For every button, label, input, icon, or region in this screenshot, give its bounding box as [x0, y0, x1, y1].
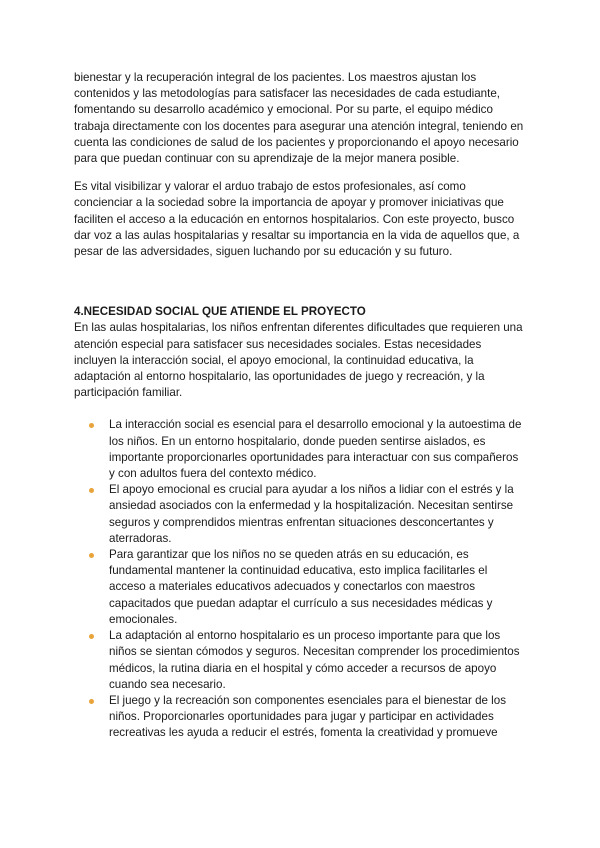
list-item-text: Para garantizar que los niños no se queden atrás en su educación, es fundamental mantener la continuidad educativa, esto implica facilitarles el acceso a materiales educativos adecuados y conectarlos con maestros capacitados que puedan adaptar el currículo a sus necesidades médicas y emocionales. [109, 548, 493, 626]
list-item-text: El apoyo emocional es crucial para ayudar a los niños a lidiar con el estrés y la ansiedad asociados con la enfermedad y la hospitalización. Necesitan sentirse seguros y comprendidos mientras enfrentan situaciones desconcertantes y aterradoras. [109, 483, 514, 545]
document-page [74, 70, 526, 742]
section-heading: 4.NECESIDAD SOCIAL QUE ATIENDE EL PROYECTO [74, 305, 366, 319]
bullet-icon [89, 634, 94, 639]
list-item [74, 547, 526, 628]
list-item-text: El juego y la recreación son componentes esenciales para el bienestar de los niños. Proporcionarles oportunidades para jugar y participar en actividades recreativas les ayuda a reducir el estrés, fomenta la creatividad y promueve [109, 693, 507, 740]
bullet-icon [89, 488, 94, 493]
bullet-list [74, 417, 526, 741]
paragraph: bienestar y la recuperación integral de los pacientes. Los maestros ajustan los contenidos y las metodologías para satisfacer las necesidades de cada estudiante, fomentando su desarrollo académico y emocional. Por su parte, el equipo médico trabaja directamente con los docentes para asegurar una atención integral, teniendo en cuenta las condiciones de salud de los pacientes y proporcionando el apoyo necesario para que puedan continuar con su aprendizaje de la mejor manera posible. [74, 71, 524, 166]
list-item-text: La interacción social es esencial para el desarrollo emocional y la autoestima de los niños. En un entorno hospitalario, donde pueden sentirse aislados, es importante proporcionarles oportunidades para interactuar con sus compañeros y con adultos fuera del contexto médico. [109, 418, 522, 481]
list-item [74, 628, 526, 693]
list-item-text: La adaptación al entorno hospitalario es un proceso importante para que los niños se sientan cómodos y seguros. Necesitan comprender los procedimientos médicos, la rutina diaria en el hospital y cómo acceder a recursos de apoyo cuando sea necesario. [109, 629, 520, 691]
list-item [74, 482, 526, 547]
bullet-icon [89, 553, 94, 558]
paragraph: Es vital visibilizar y valorar el arduo trabajo de estos profesionales, así como concienciar a la sociedad sobre la importancia de apoyar y promover iniciativas que faciliten el acceso a la educación en entornos hospitalarios. Con este proyecto, busco dar voz a las aulas hospitalarias y resaltar su importancia en la vida de aquellos que, a pesar de las adversidades, siguen luchando por su educación y su futuro. [74, 180, 520, 259]
list-item [74, 693, 526, 742]
list-item [74, 417, 526, 482]
bullet-icon [89, 699, 94, 704]
bullet-icon [89, 423, 94, 428]
section-intro: En las aulas hospitalarias, los niños enfrentan diferentes dificultades que requieren una atención especial para satisfacer sus necesidades sociales. Estas necesidades incluyen la interacción social, el apoyo emocional, la continuidad educativa, la adaptación al entorno hospitalario, las oportunidades de juego y recreación, y la participación familiar. [74, 321, 523, 400]
